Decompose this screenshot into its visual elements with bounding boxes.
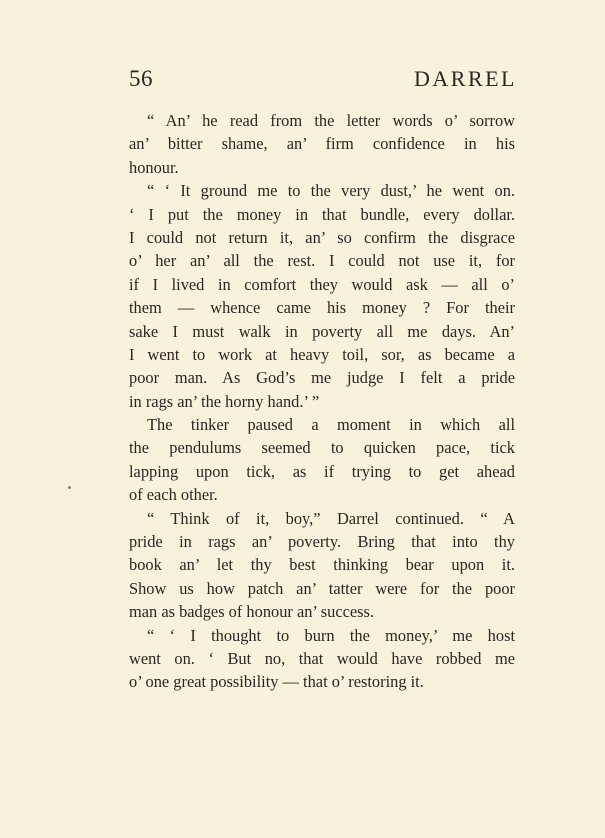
text-line: The tinker paused a moment in which all [147,415,515,435]
text-line: of each other. [129,485,218,505]
text-line: sake I must walk in poverty all me days. An’ [129,321,515,341]
text-line: poor man. As God’s me judge I felt a pride [129,368,515,388]
text-line: o’ her an’ all the rest. I could not use it, for [129,251,515,271]
text-line: ‘ I put the money in that bundle, every dollar. [129,204,515,224]
running-title: DARREL [414,66,517,91]
text-line: Show us how patch an’ tatter were for the poor [129,578,515,598]
text-line: “ Think of it, boy,” Darrel continued. “ A [147,508,515,528]
text-line: in rags an’ the horny hand.’ ” [129,391,320,411]
text-line: if I lived in comfort they would ask — all o’ [129,274,515,294]
text-line: pride in rags an’ poverty. Bring that into thy [129,532,515,552]
text-line: them — whence came his money ? For their [129,298,515,318]
text-line: the pendulums seemed to quicken pace, tick [129,438,515,458]
margin-speck [68,486,71,489]
text-line: went on. ‘ But no, that would have robbed me [129,648,515,668]
page-number: 56 [129,66,153,91]
text-line: I went to work at heavy toil, sor, as became a [129,344,515,364]
text-line: “ ‘ I thought to burn the money,’ me host [147,625,515,645]
text-line: book an’ let thy best thinking bear upon it. [129,555,515,575]
running-head [129,66,517,94]
text-line: “ An’ he read from the letter words o’ sorrow [147,111,515,130]
body-text [129,109,515,694]
text-line: honour. [129,157,179,177]
text-line: o’ one great possibility — that o’ restoring it. [129,672,424,692]
text-line: man as badges of honour an’ success. [129,602,375,622]
text-line: “ ‘ It ground me to the very dust,’ he went on. [147,181,515,201]
text-line: an’ bitter shame, an’ firm confidence in his [129,134,515,154]
text-line: lapping upon tick, as if trying to get ahead [129,461,515,481]
text-line: I could not return it, an’ so confirm the disgrace [129,227,515,247]
